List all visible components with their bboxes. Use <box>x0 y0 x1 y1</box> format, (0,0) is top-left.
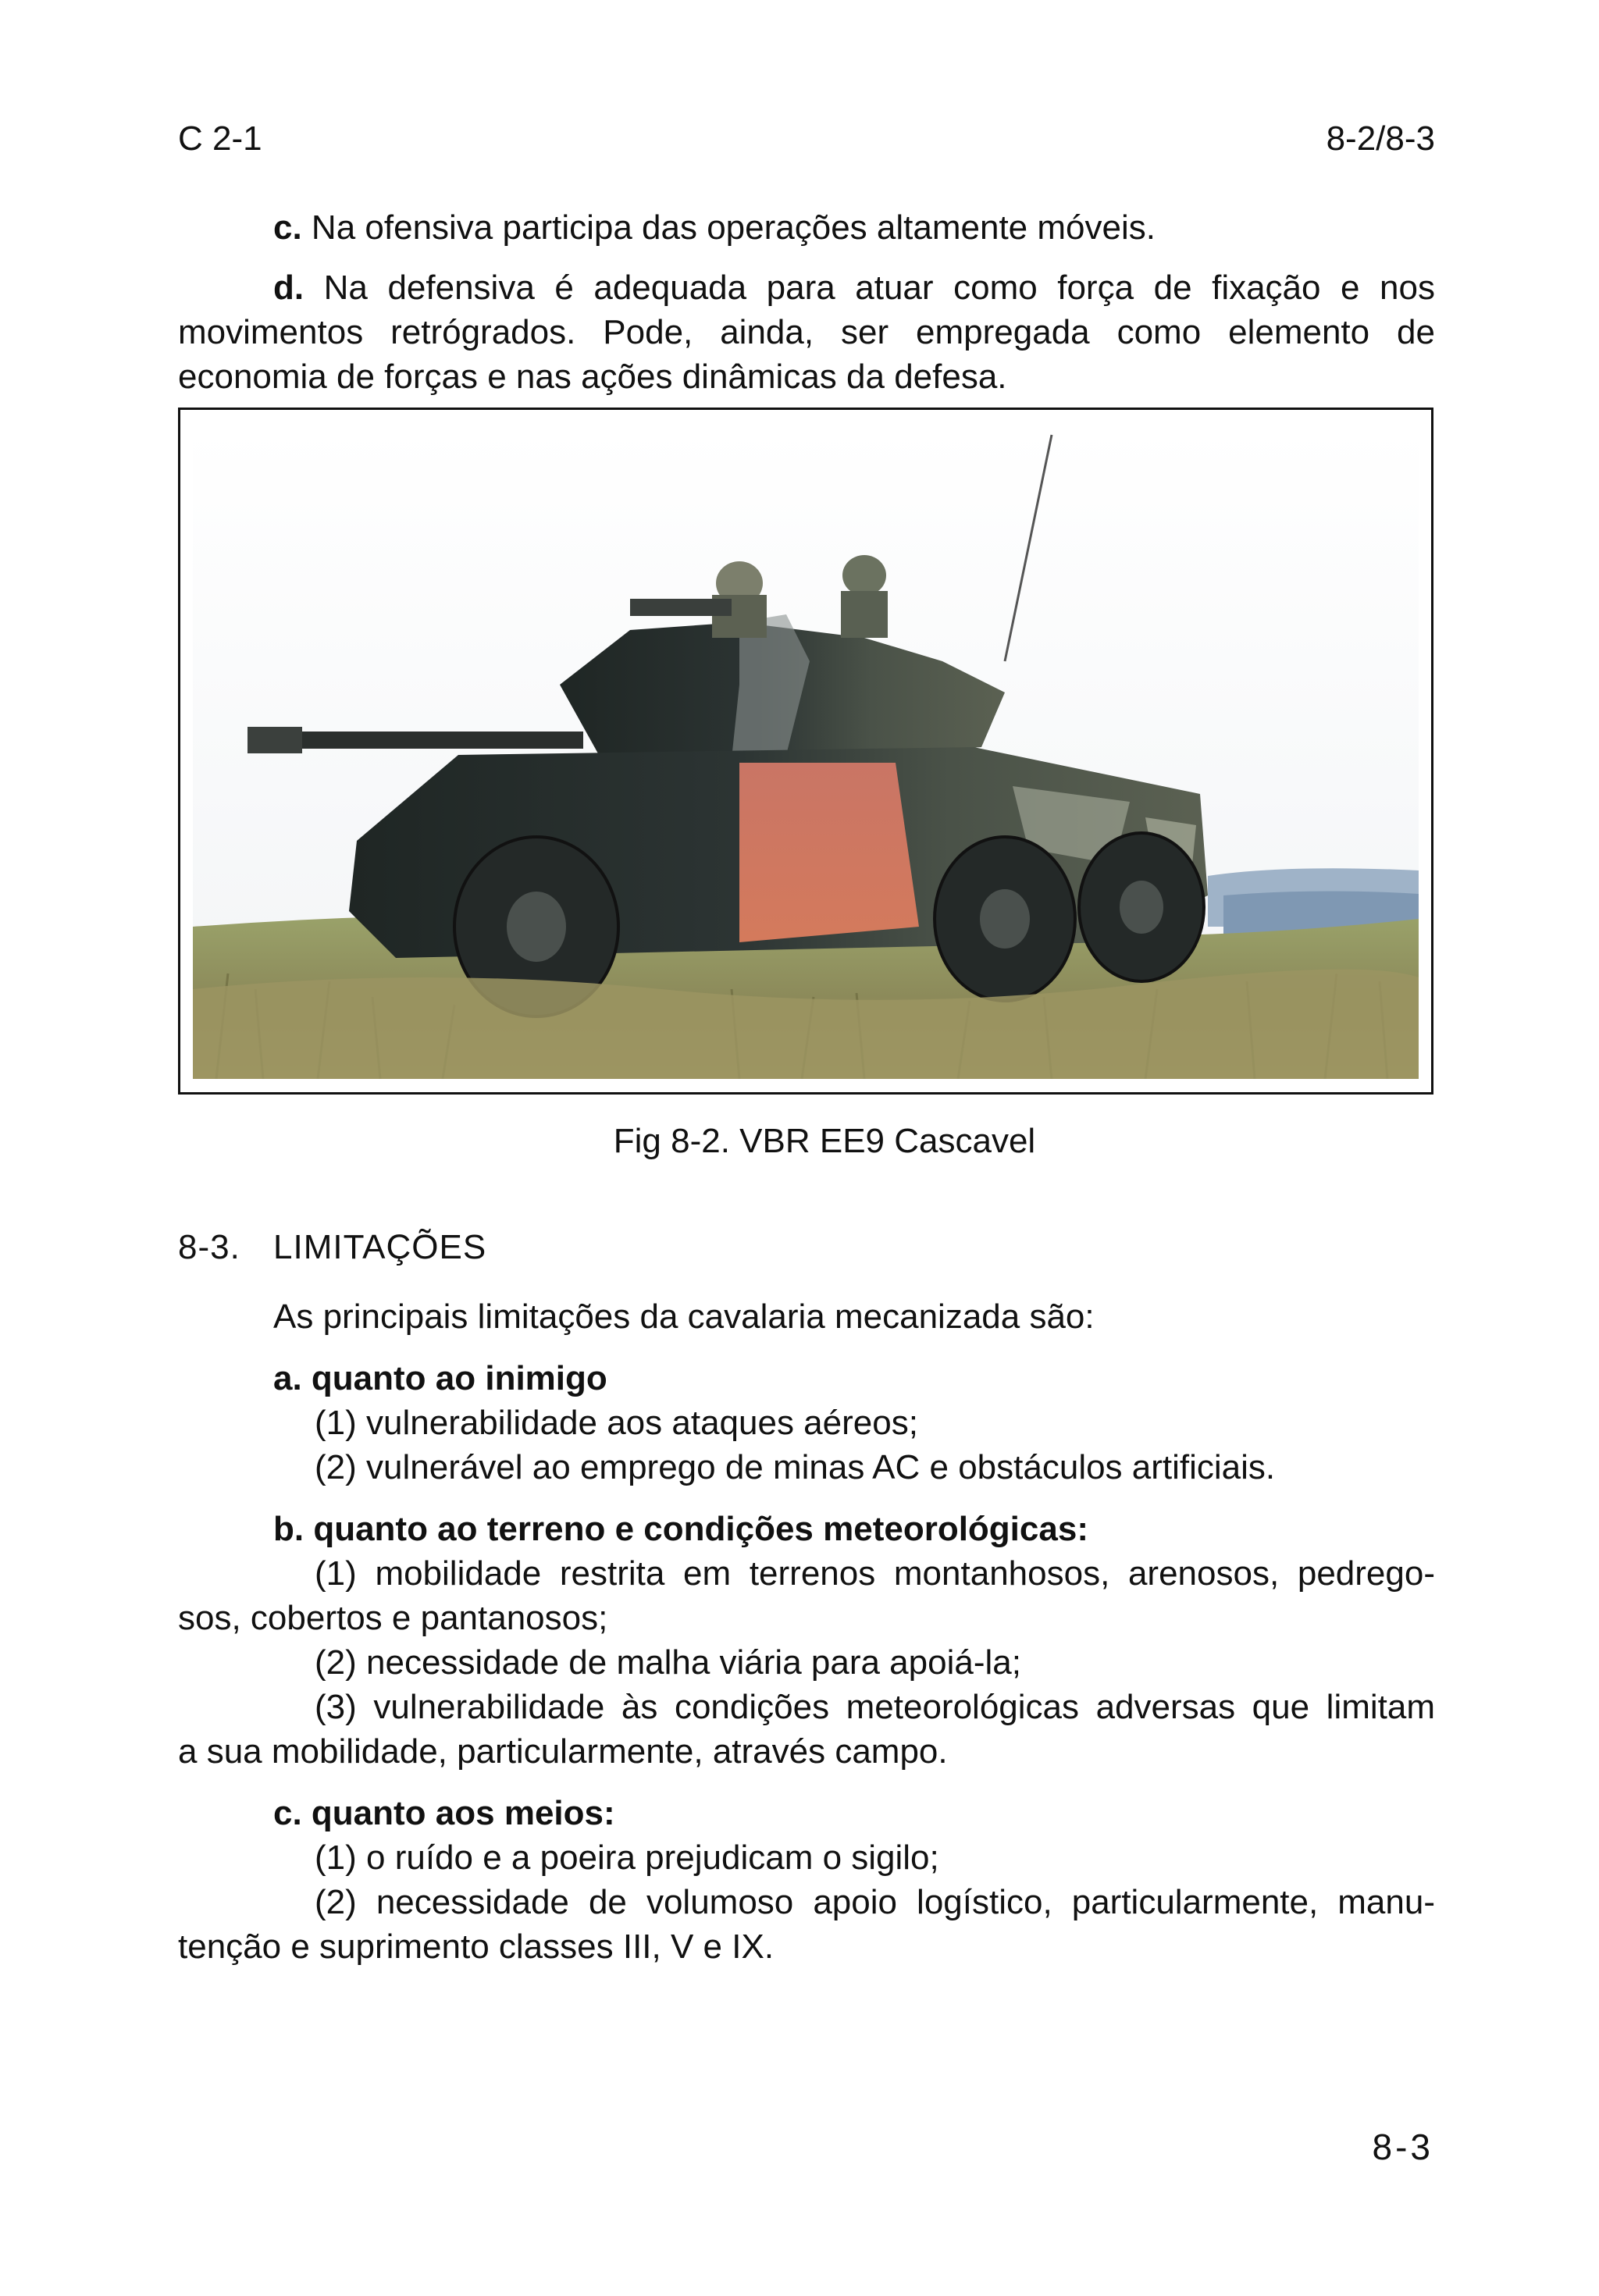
section-number: 8-3. <box>178 1228 240 1266</box>
figure-caption: Fig 8-2. VBR EE9 Cascavel <box>613 1122 1036 1160</box>
page-number: 8-3 <box>1372 2127 1433 2167</box>
paragraph-c <box>178 205 1435 250</box>
item-a-heading: a. quanto ao inimigo <box>273 1359 607 1397</box>
section-intro: As principais limitações da cavalaria mecanizada são: <box>273 1298 1095 1336</box>
item-b-line5: a sua mobilidade, particularmente, através campo. <box>178 1732 948 1771</box>
item-b-line1: (1) mobilidade restrita em terrenos montanhosos, arenosos, pedrego- <box>315 1554 1435 1593</box>
paragraph-d-label: d. <box>273 269 304 307</box>
paragraph-c-label: c. <box>273 208 302 247</box>
item-a-line1: (1) vulnerabilidade aos ataques aéreos; <box>315 1404 918 1442</box>
item-a-line2: (2) vulnerável ao emprego de minas AC e obstáculos artificiais. <box>315 1448 1276 1486</box>
vehicle-photo <box>193 427 1419 1079</box>
paragraph-d-line1: d. Na defensiva é adequada para atuar como força de fixação e nos <box>273 269 1435 307</box>
item-c-heading: c. quanto aos meios: <box>273 1794 615 1832</box>
section-body <box>178 1294 1435 1969</box>
item-b-line3: (2) necessidade de malha viária para apoiá-la; <box>315 1643 1021 1682</box>
item-c-line3: tenção e suprimento classes III, V e IX. <box>178 1928 775 1966</box>
section-heading <box>178 1226 486 1269</box>
paragraph-d-line3: economia de forças e nas ações dinâmicas da defesa. <box>178 358 1007 396</box>
paragraph-c-text: Na ofensiva participa das operações altamente móveis. <box>301 208 1156 247</box>
item-b-line2: sos, cobertos e pantanosos; <box>178 1599 608 1637</box>
section-title: LIMITAÇÕES <box>273 1228 487 1266</box>
header-left: C 2-1 <box>178 119 262 158</box>
top-paragraphs <box>178 205 1435 399</box>
item-c-line2: (2) necessidade de volumoso apoio logístico, particularmente, manu- <box>315 1883 1435 1921</box>
figure-frame <box>178 408 1433 1095</box>
item-c-line1: (1) o ruído e a poeira prejudicam o sigilo; <box>315 1839 939 1877</box>
item-b-line4: (3) vulnerabilidade às condições meteorológicas adversas que limitam <box>315 1688 1435 1726</box>
item-b-heading: b. quanto ao terreno e condições meteorológicas: <box>273 1510 1088 1548</box>
paragraph-d-line2: movimentos retrógrados. Pode, ainda, ser empregada como elemento de <box>178 313 1435 351</box>
header-right: 8-2/8-3 <box>1326 119 1435 158</box>
